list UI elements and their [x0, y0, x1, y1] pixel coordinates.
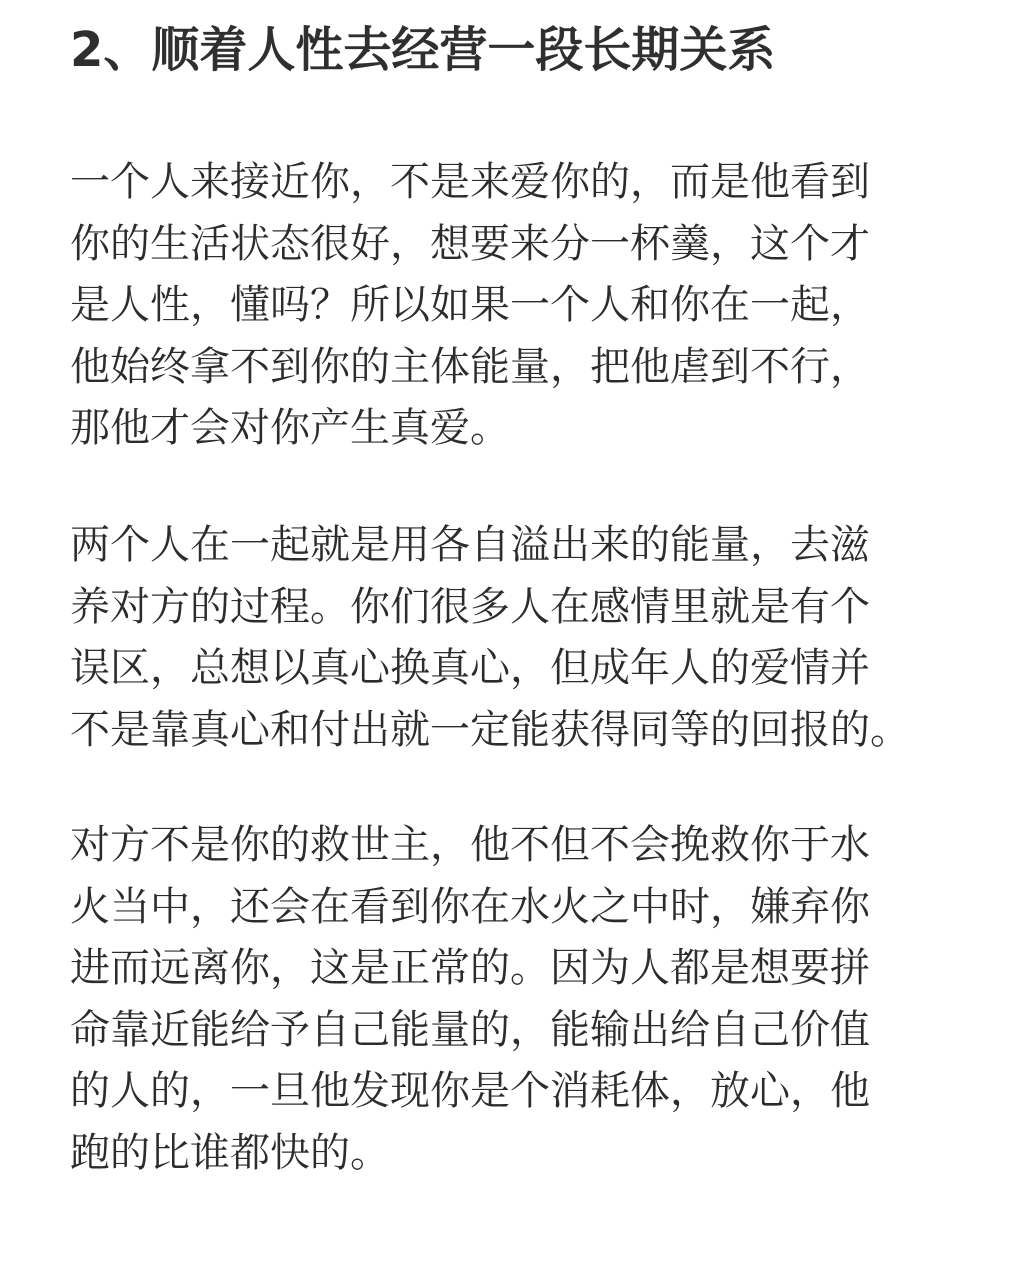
paragraph-line: 是人性，懂吗？所以如果一个人和你在一起，: [70, 282, 870, 328]
paragraph-line: 你的生活状态很好，想要来分一杯羹，这个才: [70, 220, 870, 267]
paragraph-line: 进而远离你，这是正常的。因为人都是想要拼: [70, 945, 870, 991]
paragraph: [70, 152, 960, 460]
article-heading: 2、顺着人性去经营一段长期关系: [70, 22, 776, 78]
paragraph-line: 跑的比谁都快的。: [70, 1129, 390, 1176]
paragraph-line: 那他才会对你产生真爱。: [70, 405, 510, 451]
paragraph-line: 他始终拿不到你的主体能量，把他虐到不行，: [70, 343, 870, 390]
paragraph-line: 两个人在一起就是用各自溢出来的能量，去滋: [70, 522, 870, 568]
paragraph-line: 对方不是你的救世主，他不但不会挽救你于水: [70, 822, 870, 868]
paragraph-line: 命靠近能给予自己能量的，能输出给自己价值: [70, 1006, 870, 1053]
paragraph: [70, 815, 960, 1184]
paragraph-line: 养对方的过程。你们很多人在感情里就是有个: [70, 583, 870, 630]
paragraph-line: 一个人来接近你，不是来爱你的，而是他看到: [70, 159, 870, 205]
paragraph-line: 的人的，一旦他发现你是个消耗体，放心，他: [70, 1068, 870, 1114]
paragraph-line: 误区，总想以真心换真心，但成年人的爱情并: [70, 645, 870, 691]
paragraph-line: 不是靠真心和付出就一定能获得同等的回报的。: [70, 706, 910, 753]
paragraph-line: 火当中，还会在看到你在水火之中时，嫌弃你: [70, 883, 870, 930]
paragraph: [70, 515, 960, 761]
